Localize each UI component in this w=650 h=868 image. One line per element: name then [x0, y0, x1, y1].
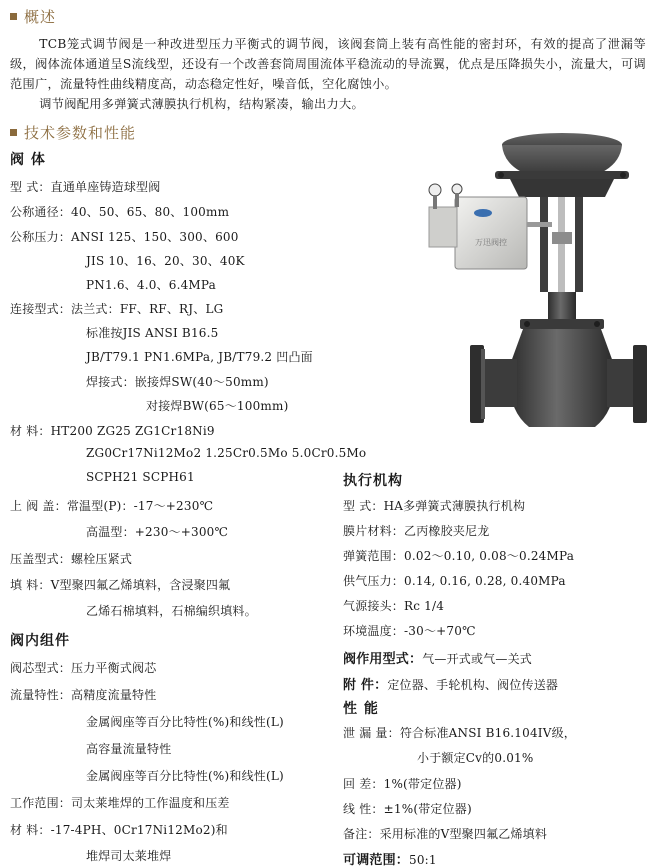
spec-value-line: 高温型：+230～+300℃ — [86, 525, 229, 539]
spec-label: 弹簧范围： — [343, 549, 405, 563]
spec-row-rangeability — [343, 849, 437, 868]
spec-value-line: 焊接式：嵌接焊SW(40～50mm) — [86, 375, 269, 389]
spec-label: 压盖型式： — [10, 552, 72, 566]
spec-label: 上 阀 盖： — [10, 499, 67, 513]
actuator-dome — [495, 133, 629, 197]
spec-value-line: 金属阀座等百分比特性(%)和线性(L) — [86, 715, 284, 729]
valve-body-title: 阀 体 — [10, 152, 46, 168]
spec-row-hysteresis — [343, 775, 462, 792]
spec-row-connection — [10, 300, 223, 317]
spec-value: 司太莱堆焊的工作温度和压差 — [71, 796, 230, 810]
spec-label: 材 料： — [10, 424, 51, 438]
spec-row-action — [343, 648, 532, 667]
spec-value: 0.02～0.10, 0.08～0.24MPa — [404, 549, 575, 563]
spec-label: 公称通径： — [10, 205, 72, 219]
spec-label: 线 性： — [343, 802, 384, 816]
yoke — [540, 197, 583, 297]
spec-label: 供气压力： — [343, 574, 405, 588]
spec-label: 备注： — [343, 827, 380, 841]
trim-title: 阀内组件 — [10, 633, 70, 649]
overview-heading-text: 概述 — [24, 8, 57, 26]
spec-label: 型 式： — [10, 180, 51, 194]
spec-row-plug — [10, 659, 156, 676]
spec-row-supply — [343, 572, 566, 589]
spec-label: 连接型式： — [10, 302, 72, 316]
valve-body — [470, 329, 647, 427]
spec-row-accessories — [343, 674, 558, 693]
spec-value: 常温型(P)：-17～+230℃ — [66, 499, 214, 513]
spec-row-pn — [10, 228, 239, 245]
spec-label: 泄 漏 量： — [343, 726, 400, 740]
overview-paragraph: 调节阀配用多弹簧式薄膜执行机构，结构紧凑，输出力大。 — [39, 97, 364, 111]
spec-value: 气—开式或气—关式 — [422, 652, 533, 666]
spec-value: HA多弹簧式薄膜执行机构 — [383, 499, 526, 513]
spec-value: 40、50、65、80、100mm — [71, 205, 230, 219]
spec-value-line: SCPH21 SCPH61 — [86, 470, 195, 484]
spec-value-line: 乙烯石棉填料，石棉编织填料。 — [86, 604, 257, 618]
positioner-brand-label: 万迅阀控 — [475, 238, 507, 247]
spec-value: V型聚四氟乙烯填料，含浸聚四氟 — [50, 578, 231, 592]
spec-label: 气源接头： — [343, 599, 405, 613]
spec-value-line: 高容量流量特性 — [86, 742, 172, 756]
spec-value-line: 堆焊司太莱堆焊 — [86, 849, 172, 863]
spec-value: 1%(带定位器) — [383, 777, 462, 791]
control-valve-image — [415, 127, 647, 457]
spec-label: 可调范围： — [343, 853, 410, 868]
spec-value: -30～+70℃ — [404, 624, 476, 638]
spec-row-bonnet — [10, 497, 213, 514]
spec-row-gland — [10, 550, 132, 567]
spec-row-air-connection — [343, 597, 444, 614]
spec-row-spring — [343, 547, 574, 564]
spec-value-line: JIS 10、16、20、30、40K — [86, 254, 245, 268]
spec-value: 乙丙橡胶夹尼龙 — [404, 524, 490, 538]
spec-value: 螺栓压紧式 — [71, 552, 133, 566]
spec-value: 高精度流量特性 — [71, 688, 157, 702]
spec-label: 工作范围： — [10, 796, 72, 810]
overview-text — [10, 34, 646, 114]
spec-row-material — [10, 422, 215, 439]
spec-value: ANSI 125、150、300、600 — [71, 230, 239, 244]
spec-value-line: 金属阀座等百分比特性(%)和线性(L) — [86, 769, 284, 783]
spec-label: 阀芯型式： — [10, 661, 72, 675]
spec-row-dn — [10, 203, 229, 220]
spec-value: 定位器、手轮机构、阀位传送器 — [387, 678, 559, 692]
spec-value-line: 小于额定Cv的0.01% — [417, 751, 534, 765]
spec-value-line: 标准按JIS ANSI B16.5 — [86, 326, 219, 340]
spec-value-line: PN1.6、4.0、6.4MPa — [86, 278, 217, 292]
spec-label: 型 式： — [343, 499, 384, 513]
spec-value: 符合标准ANSI B16.104IV级， — [399, 726, 576, 740]
spec-value-line: JB/T79.1 PN1.6MPa, JB/T79.2 凹凸面 — [86, 350, 313, 364]
bonnet — [520, 292, 604, 329]
spec-row-leakage — [343, 724, 576, 741]
spec-value: Rc 1/4 — [404, 599, 445, 613]
spec-row-linearity — [343, 800, 472, 817]
spec-label: 附 件： — [343, 678, 388, 693]
spec-label: 填 料： — [10, 578, 51, 592]
spec-row-range — [10, 794, 230, 811]
specs-heading-text: 技术参数和性能 — [24, 124, 137, 142]
spec-row-type — [10, 178, 160, 195]
actuator-title: 执行机构 — [343, 473, 403, 489]
spec-value: 50:1 — [409, 853, 437, 867]
spec-label: 膜片材料： — [343, 524, 405, 538]
spec-value: 法兰式：FF、RF、RJ、LG — [71, 302, 224, 316]
spec-value: -17-4PH、0Cr17Ni12Mo2)和 — [50, 823, 228, 837]
overview-paragraph: TCB笼式调节阀是一种改进型压力平衡式的调节阀，该阀套筒上装有高性能的密封环，有效的提高了泄漏等级，阀体流体通道呈S流线型，还设有一个改善套筒周围流体平稳流动的导流翼，优点是压降损失小，流量大，可调范围广，流量特性曲线精度高，动态稳定性好，噪音低，空化腐蚀小。 — [10, 37, 646, 91]
bullet-square-icon — [10, 13, 17, 20]
spec-row-trim-material — [10, 821, 228, 838]
overview-heading — [10, 6, 56, 27]
spec-row-packing — [10, 576, 230, 593]
spec-value: 直通单座铸造球型阀 — [50, 180, 161, 194]
spec-value: 压力平衡式阀芯 — [71, 661, 157, 675]
specs-heading — [10, 122, 136, 143]
performance-title: 性 能 — [343, 701, 379, 717]
spec-row-flow — [10, 686, 156, 703]
spec-label: 阀作用型式： — [343, 652, 423, 667]
spec-label: 公称压力： — [10, 230, 72, 244]
spec-row-diaphragm — [343, 522, 489, 539]
spec-label: 环境温度： — [343, 624, 405, 638]
spec-label: 流量特性： — [10, 688, 72, 702]
spec-row-note — [343, 825, 547, 842]
spec-value-line: ZG0Cr17Ni12Mo2 1.25Cr0.5Mo 5.0Cr0.5Mo — [86, 446, 367, 460]
spec-row-actuator-type — [343, 497, 525, 514]
spec-label: 回 差： — [343, 777, 384, 791]
spec-value: 0.14, 0.16, 0.28, 0.40MPa — [404, 574, 566, 588]
spec-value: 采用标准的V型聚四氟乙烯填料 — [379, 827, 548, 841]
spec-value: ±1%(带定位器) — [383, 802, 472, 816]
bullet-square-icon — [10, 129, 17, 136]
spec-label: 材 料： — [10, 823, 51, 837]
spec-row-ambient — [343, 622, 476, 639]
spec-value-line: 对接焊BW(65～100mm) — [146, 399, 289, 413]
spec-value: HT200 ZG25 ZG1Cr18Ni9 — [50, 424, 215, 438]
